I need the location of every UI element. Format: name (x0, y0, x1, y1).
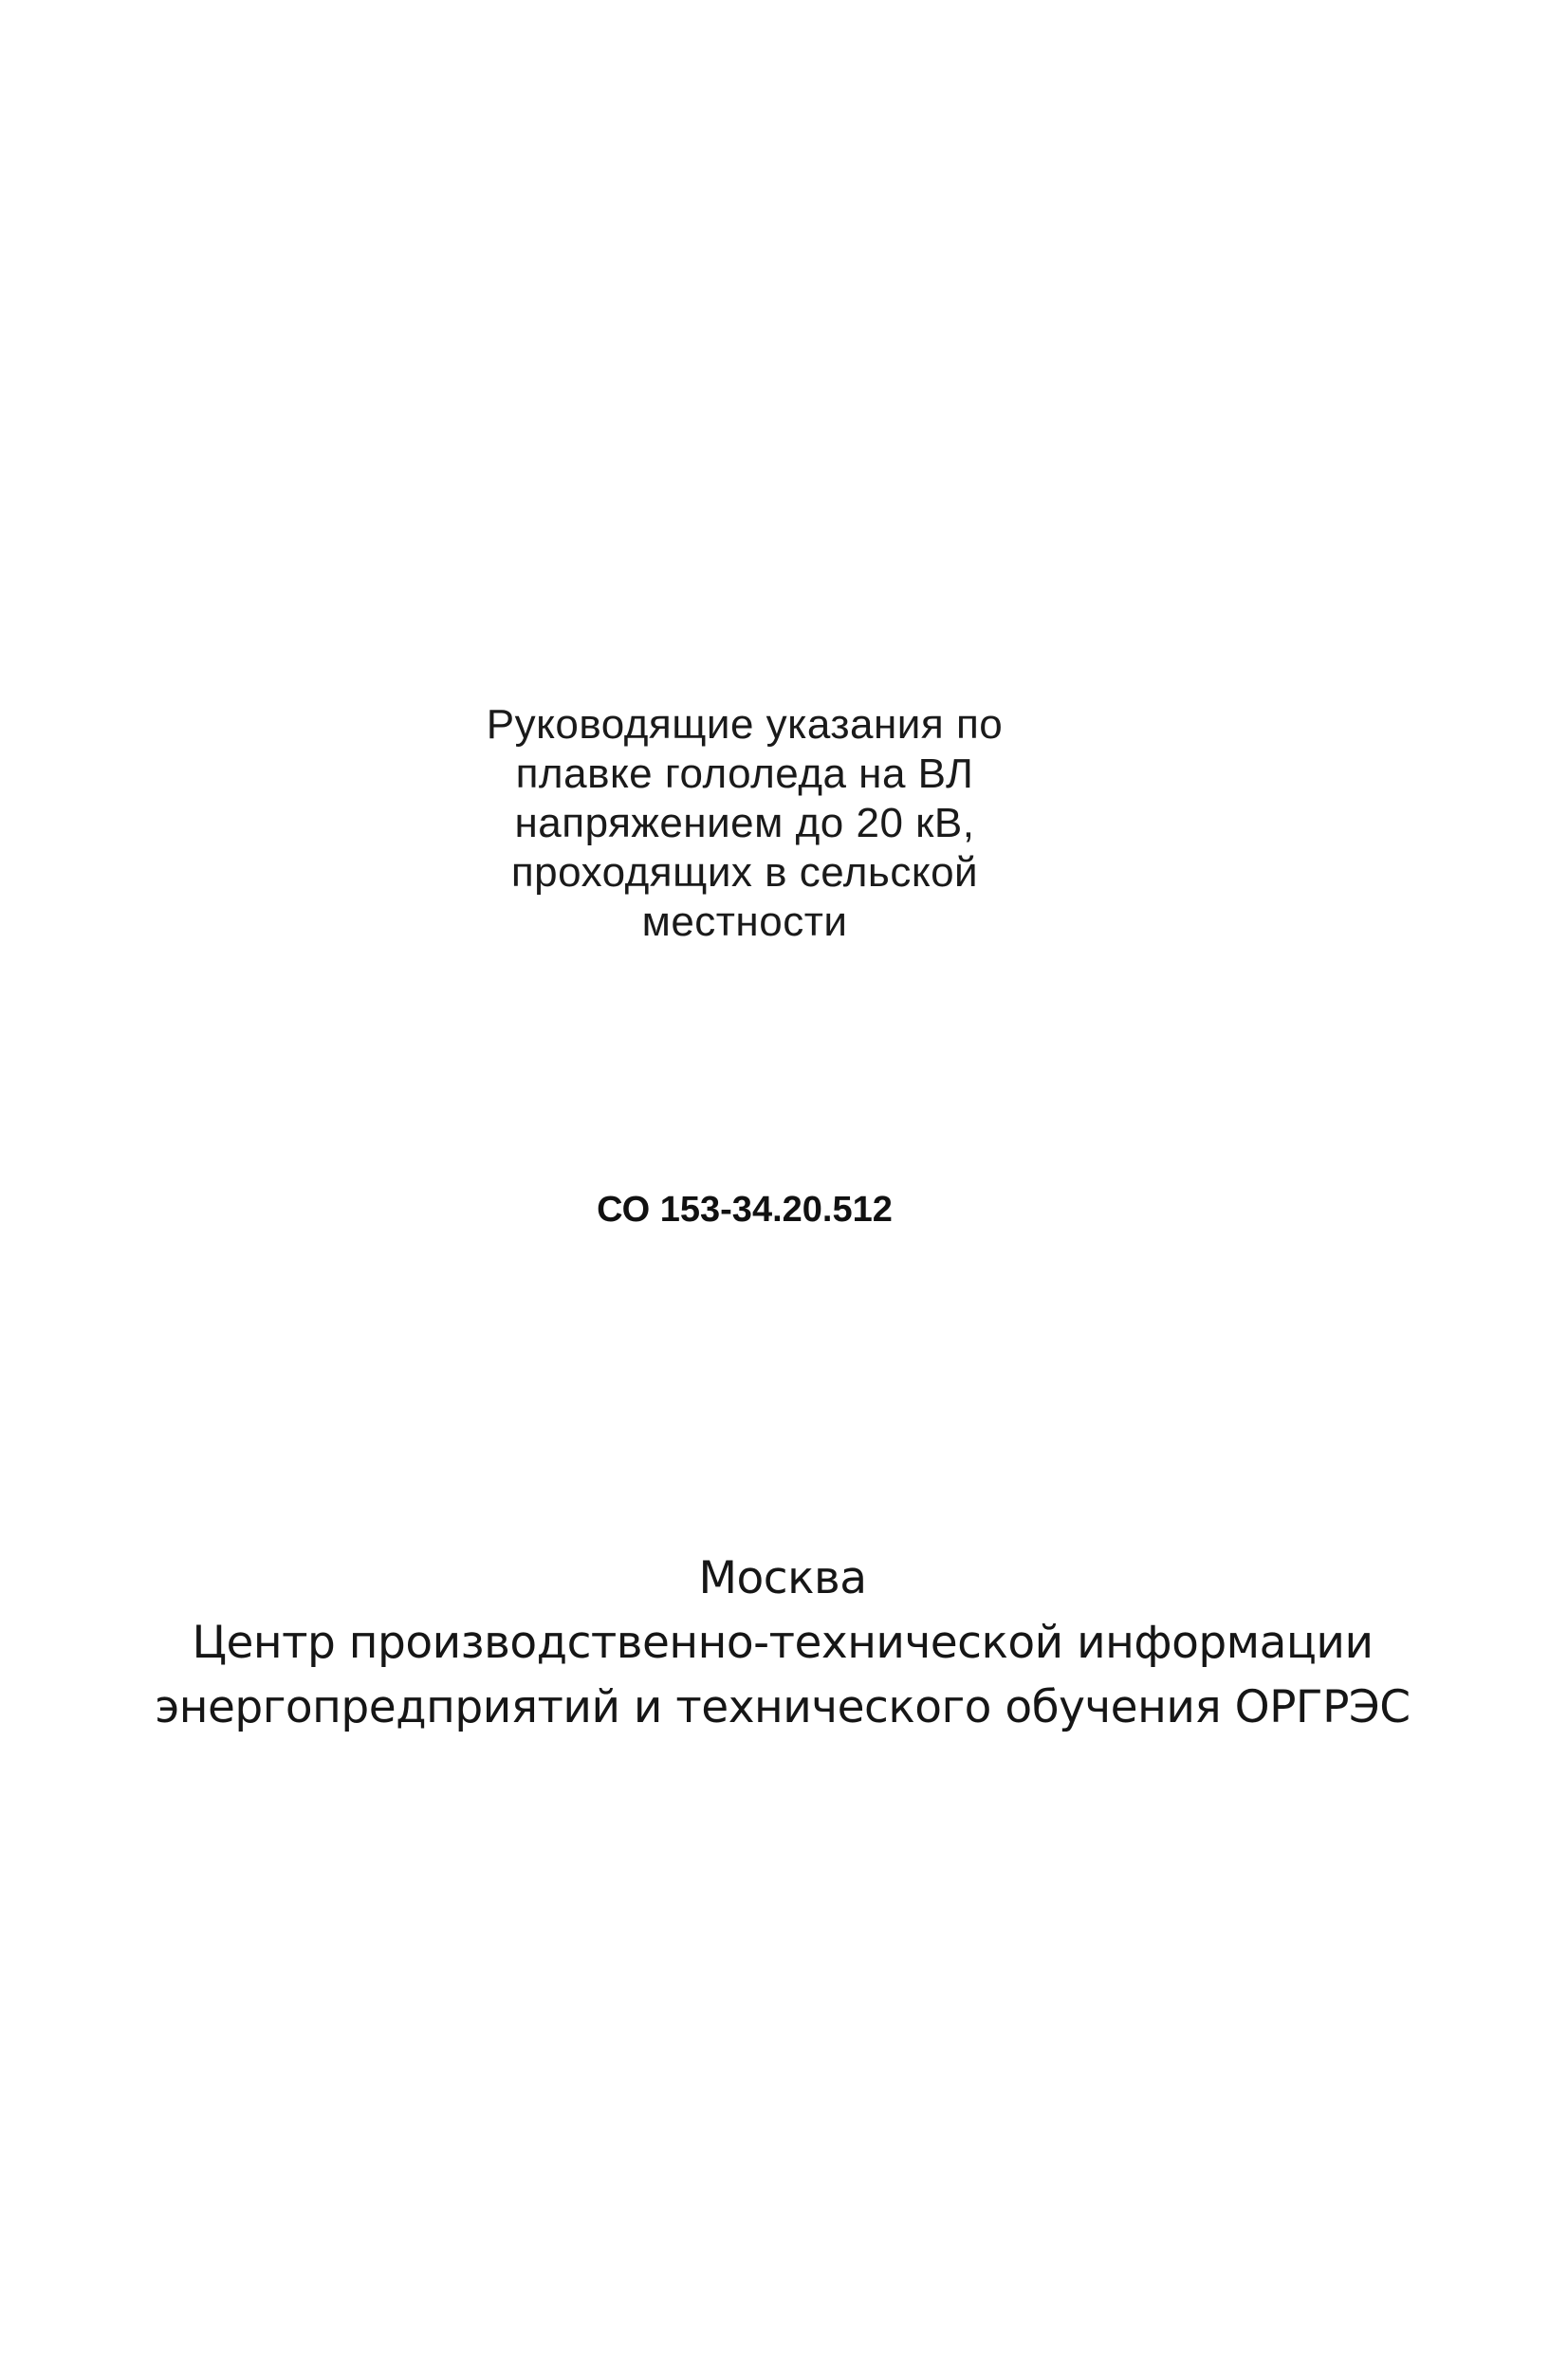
document-code: СО 153-34.20.512 (597, 1190, 893, 1230)
publisher-name-line-1: Центр производственно-технической информации (192, 1617, 1374, 1669)
title-line-1: Руководящие указания по (486, 701, 1004, 748)
publisher-info (142, 1547, 1423, 1740)
title-line-4: проходящих в сельской (510, 849, 979, 896)
publisher-city: Москва (698, 1552, 867, 1604)
document-title (417, 700, 1072, 947)
title-line-2: плавке гололеда на ВЛ (515, 750, 974, 797)
publisher-name-line-2: энергопредприятий и технического обучения ОРГРЭС (155, 1681, 1411, 1733)
title-line-3: напряжением до 20 кВ, (514, 800, 975, 846)
title-line-5: местности (641, 899, 848, 945)
